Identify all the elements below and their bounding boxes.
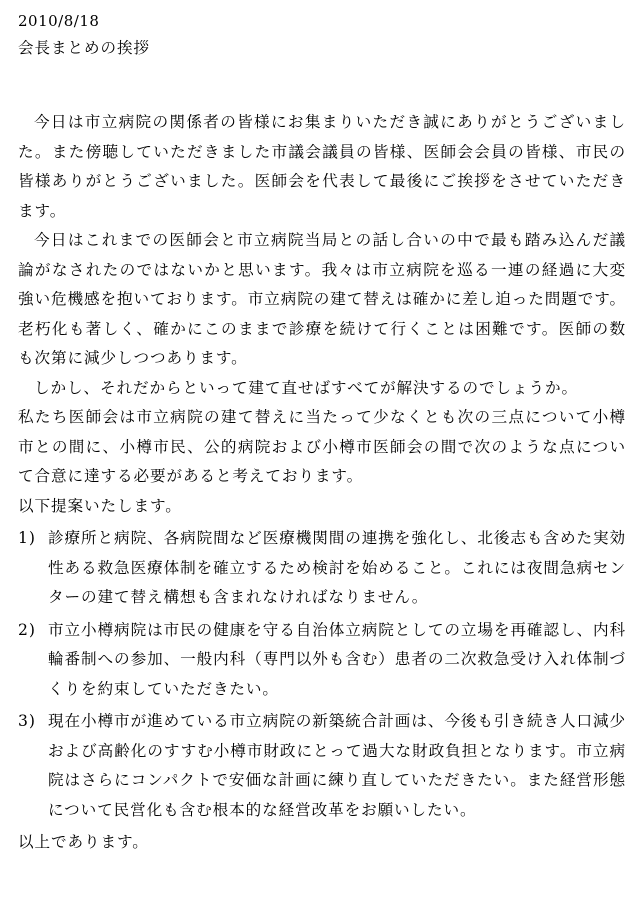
proposal-item-number: 1)	[18, 529, 36, 547]
proposal-item	[18, 707, 626, 825]
proposal-item-text: 診療所と病院、各病院間など医療機関間の連携を強化し、北後志も含めた実効性ある救急医療体制を確立するため検討を始めること。これには夜間急病センターの建て替え構想も含まれなければなりません。	[48, 529, 626, 606]
paragraph-greeting: 今日は市立病院の関係者の皆様にお集まりいただき誠にありがとうございました。また傍聴していただきました市議会議員の皆様、医師会会員の皆様、市民の皆様ありがとうございました。医師会を代表して最後にご挨拶をさせていただきます。	[18, 113, 626, 220]
proposal-item	[18, 524, 626, 613]
paragraph-position: 私たち医師会は市立病院の建て替えに当たって少なくとも次の三点について小樽市との間に、小樽市民、公的病院および小樽市医師会の間で次のような点について合意に達する必要があると考えております。	[18, 408, 626, 485]
paragraph-question: しかし、それだからといって建て直せばすべてが解決するのでしょうか。	[34, 378, 578, 397]
proposal-item-number: 2)	[18, 620, 36, 639]
proposal-item-text: 市立小樽病院は市民の健康を守る自治体立病院としての立場を再確認し、内科輪番制への参加、一般内科（専門以外も含む）患者の二次救急受け入れ体制づくりを約束していただきたい。	[48, 620, 626, 698]
proposal-item	[18, 616, 626, 705]
paragraph-discussion: 今日はこれまでの医師会と市立病院当局との話し合いの中で最も踏み込んだ議論がなされたのではないかと思います。我々は市立病院を巡る一連の経過に大変強い危機感を抱いております。市立病院の建て替えは確かに差し迫った問題です。老朽化も著しく、確かにこのままで診療を続けて行くことは困難です。医師の数も次第に減少しつつあります。	[18, 231, 626, 367]
closing-statement: 以上であります。	[18, 833, 149, 851]
proposal-item-text: 現在小樽市が進めている市立病院の新築統合計画は、今後も引き続き人口減少および高齢化のすすむ小樽市財政にとって過大な財政負担となります。市立病院はさらにコンパクトで安価な計画に練り直していただきたい。また経営形態について民営化も含む根本的な経営改革をお願いしたい。	[48, 712, 626, 819]
document-date: 2010/8/18	[18, 12, 100, 30]
document-title: 会長まとめの挨拶	[18, 39, 151, 57]
proposal-item-number: 3)	[18, 712, 36, 730]
paragraph-proposal-intro: 以下提案いたします。	[18, 496, 182, 515]
